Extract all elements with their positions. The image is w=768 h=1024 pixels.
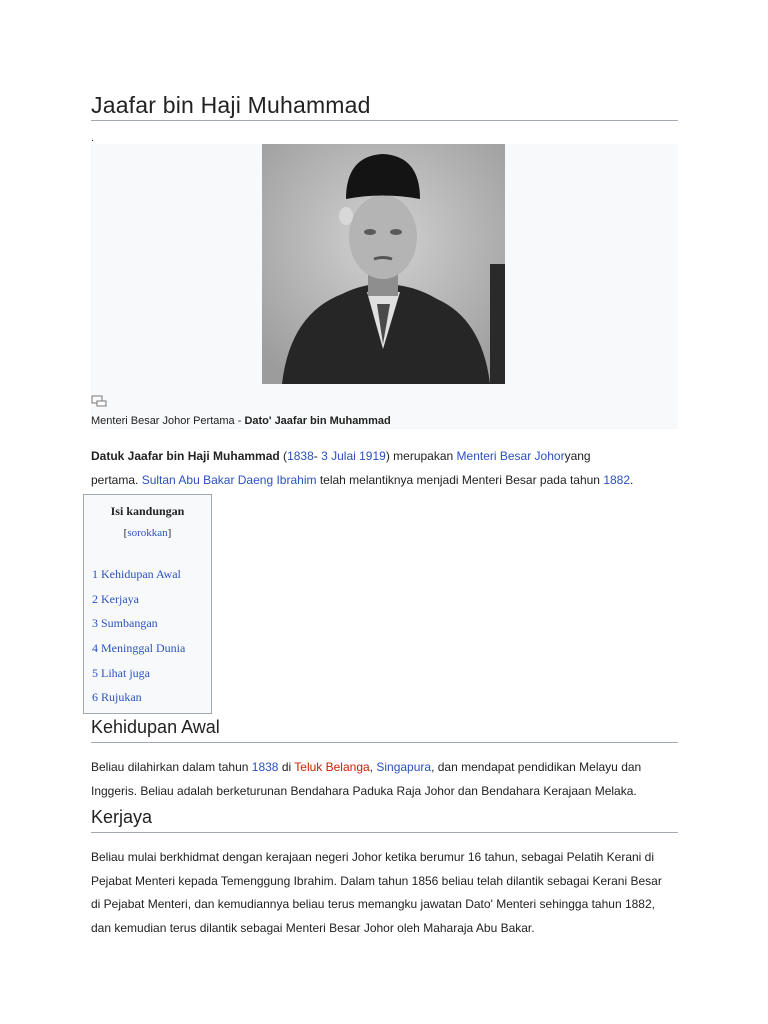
portrait-photo (262, 144, 505, 384)
menteri-besar-link[interactable]: Menteri Besar Johor (456, 449, 565, 463)
text-line: dan kemudian terus dilantik sebagai Menteri Besar Johor oleh Maharaja Abu Bakar. (91, 920, 535, 935)
kehidupan-awal-paragraph (91, 756, 681, 803)
caption-prefix: Menteri Besar Johor Pertama - (91, 415, 245, 427)
toc-item-kehidupan-awal[interactable]: 1 Kehidupan Awal (92, 567, 181, 581)
text: ) merupakan (385, 449, 457, 463)
toc-item-rujukan[interactable]: 6 Rujukan (92, 690, 142, 704)
text-line: Pejabat Menteri kepada Temenggung Ibrahim. Dalam tahun 1856 beliau telah dilantik sebagai Kerani Besar (91, 873, 662, 888)
caption-name: Dato' Jaafar bin Muhammad (244, 415, 391, 427)
toc-item-meninggal-dunia[interactable]: 4 Meninggal Dunia (92, 641, 186, 655)
bracket: ] (167, 527, 172, 539)
death-date-link[interactable]: 3 Julai 1919 (321, 449, 386, 463)
kerjaya-paragraph (91, 846, 681, 940)
toc-title: Isi kandungan (110, 504, 185, 518)
sultan-link[interactable]: Sultan Abu Bakar Daeng Ibrahim (141, 472, 317, 487)
singapura-link[interactable]: Singapura (376, 760, 432, 774)
text: . (630, 472, 634, 487)
text: - (313, 449, 322, 463)
stray-dot: . (91, 132, 95, 144)
text: , (369, 760, 377, 774)
section-divider (91, 742, 678, 743)
text-line: di Pejabat Menteri, dan kemudiannya beliau terus memangku jawatan Dato' Menteri sehingga tahun 1882, (91, 897, 655, 911)
title-divider (91, 120, 678, 121)
text: yang (564, 449, 591, 463)
figure-caption (91, 415, 391, 427)
intro-paragraph (91, 445, 681, 492)
section-heading-kehidupan-awal: Kehidupan Awal (91, 717, 220, 737)
section-heading-kerjaya: Kerjaya (91, 807, 153, 827)
year-1838-link[interactable]: 1838 (251, 760, 279, 774)
portrait-figure (91, 144, 678, 429)
year-1882-link[interactable]: 1882 (603, 472, 631, 487)
teluk-belanga-link[interactable]: Teluk Belanga (294, 760, 370, 774)
birth-year-link[interactable]: 1838 (287, 449, 314, 463)
bracket: [ (123, 527, 128, 539)
text: pertama. (91, 472, 142, 487)
portrait-image[interactable] (262, 144, 505, 384)
subject-name: Datuk Jaafar bin Haji Muhammad (91, 449, 280, 463)
text: , dan mendapat pendidikan Melayu dan (431, 760, 642, 774)
toc-hide-link[interactable]: sorokkan (127, 527, 168, 539)
toc-item-lihat-juga[interactable]: 5 Lihat juga (92, 666, 150, 680)
text: di (278, 760, 295, 774)
table-of-contents (83, 494, 212, 714)
text: Inggeris. Beliau adalah berketurunan Bendahara Paduka Raja Johor dan Bendahara Kerajaan Melaka. (91, 783, 637, 798)
text: ( (279, 449, 288, 463)
text: Beliau dilahirkan dalam tahun (91, 760, 252, 774)
toc-hide-toggle (84, 527, 211, 539)
text: telah melantiknya menjadi Menteri Besar pada tahun (316, 472, 604, 487)
page-title: Jaafar bin Haji Muhammad (91, 92, 371, 118)
section-divider (91, 832, 678, 833)
toc-item-kerjaya[interactable]: 2 Kerjaya (92, 592, 139, 606)
text-line: Beliau mulai berkhidmat dengan kerajaan negeri Johor ketika berumur 16 tahun, sebagai Pelatih Kerani di (91, 850, 655, 864)
enlarge-icon[interactable] (91, 395, 107, 407)
toc-item-sumbangan[interactable]: 3 Sumbangan (92, 616, 158, 630)
